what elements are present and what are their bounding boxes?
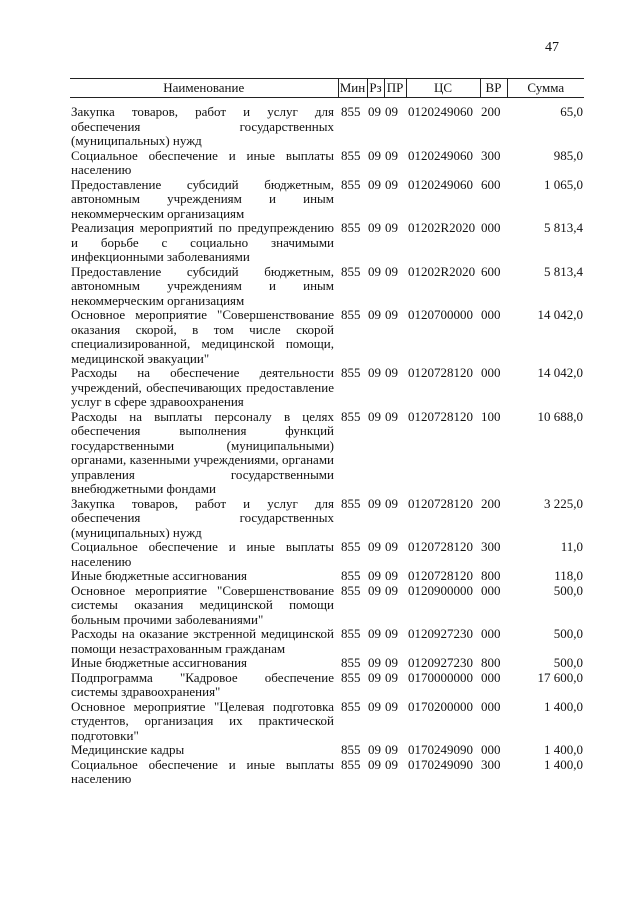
cell-vr: 000 — [481, 742, 501, 757]
cell-sum: 1 065,0 — [544, 176, 583, 192]
cell-sum: 10 688,0 — [537, 408, 583, 424]
cell-rz: 09 — [368, 263, 381, 279]
table-row — [70, 178, 584, 222]
cell-rz: 09 — [368, 756, 381, 772]
cell-name: Предоставление субсидий бюджетным, автономным учреждениям и иным некоммерческим организациям — [71, 263, 334, 308]
cell-sum: 500,0 — [553, 626, 583, 641]
cell-vr: 600 — [481, 176, 501, 192]
cell-pr: 09 — [385, 307, 398, 322]
cell-vr: 100 — [481, 408, 501, 424]
cell-cs: 0120900000 — [408, 582, 473, 598]
cell-min: 855 — [341, 568, 361, 583]
cell-vr: 800 — [481, 568, 501, 583]
cell-cs: 0120728120 — [408, 365, 473, 380]
table-row — [70, 671, 584, 700]
cell-cs: 0120249060 — [408, 176, 473, 192]
cell-vr: 300 — [481, 539, 501, 554]
cell-sum: 65,0 — [560, 104, 583, 119]
header-pr: ПР — [384, 79, 406, 98]
cell-name: Предоставление субсидий бюджетным, автономным учреждениям и иным некоммерческим организациям — [71, 176, 334, 221]
cell-sum: 5 813,4 — [544, 263, 583, 279]
cell-pr: 09 — [385, 742, 398, 757]
cell-pr: 09 — [385, 263, 398, 279]
cell-name: Реализация мероприятий по предупреждению и борьбе с социально значимыми инфекционными заболеваниями — [71, 220, 334, 264]
cell-rz: 09 — [368, 698, 381, 714]
cell-sum: 3 225,0 — [544, 495, 583, 511]
table-row — [70, 540, 584, 569]
cell-pr: 09 — [385, 365, 398, 380]
table-row — [70, 265, 584, 309]
cell-rz: 09 — [368, 408, 381, 424]
cell-vr: 800 — [481, 655, 501, 670]
cell-pr: 09 — [385, 104, 398, 119]
cell-name: Основное мероприятие "Целевая подготовка студентов, организация их практической подготовки" — [71, 698, 334, 743]
cell-cs: 0120700000 — [408, 307, 473, 322]
cell-rz: 09 — [368, 307, 381, 322]
cell-pr: 09 — [385, 582, 398, 598]
cell-vr: 000 — [481, 698, 501, 714]
budget-table — [70, 78, 584, 787]
cell-cs: 0170249090 — [408, 756, 473, 772]
cell-min: 855 — [341, 698, 361, 714]
cell-pr: 09 — [385, 655, 398, 670]
table-row — [70, 221, 584, 265]
cell-vr: 000 — [481, 669, 501, 685]
cell-cs: 0170249090 — [408, 742, 473, 757]
cell-name: Расходы на выплаты персоналу в целях обеспечения выполнения функций государственными (муниципальными) органами, казенными учреждениями, органами управления государственными внебюджетными фондами — [71, 408, 334, 496]
cell-pr: 09 — [385, 220, 398, 235]
table-row — [70, 149, 584, 178]
cell-cs: 0120927230 — [408, 655, 473, 670]
cell-vr: 200 — [481, 495, 501, 511]
cell-vr: 000 — [481, 365, 501, 380]
cell-pr: 09 — [385, 698, 398, 714]
table-row — [70, 656, 584, 671]
cell-cs: 0120728120 — [408, 568, 473, 583]
cell-vr: 300 — [481, 147, 501, 163]
cell-min: 855 — [341, 539, 361, 554]
cell-sum: 118,0 — [554, 568, 583, 583]
cell-min: 855 — [341, 147, 361, 163]
table-row — [70, 98, 584, 149]
table-row — [70, 627, 584, 656]
cell-rz: 09 — [368, 568, 381, 583]
cell-name: Социальное обеспечение и иные выплаты населению — [71, 539, 334, 569]
table-row — [70, 410, 584, 497]
table-row — [70, 366, 584, 410]
cell-sum: 14 042,0 — [537, 365, 583, 380]
cell-min: 855 — [341, 742, 361, 757]
cell-min: 855 — [341, 655, 361, 670]
cell-sum: 985,0 — [553, 147, 583, 163]
cell-sum: 1 400,0 — [544, 742, 583, 757]
cell-name: Социальное обеспечение и иные выплаты населению — [71, 147, 334, 177]
cell-name: Иные бюджетные ассигнования — [71, 568, 248, 583]
cell-vr: 000 — [481, 220, 501, 235]
cell-cs: 0120728120 — [408, 539, 473, 554]
cell-vr: 300 — [481, 756, 501, 772]
header-sum: Сумма — [507, 79, 584, 98]
cell-sum: 500,0 — [553, 655, 583, 670]
cell-pr: 09 — [385, 495, 398, 511]
cell-name: Основное мероприятие "Совершенствование оказания скорой, в том числе скорой специализированной, медицинской помощи, медицинской эвакуации" — [71, 307, 334, 366]
cell-sum: 500,0 — [553, 582, 583, 598]
table-row — [70, 700, 584, 744]
cell-name: Социальное обеспечение и иные выплаты населению — [71, 756, 334, 786]
header-name: Наименование — [70, 79, 338, 98]
cell-vr: 000 — [481, 582, 501, 598]
cell-sum: 17 600,0 — [537, 669, 583, 685]
cell-min: 855 — [341, 669, 361, 685]
cell-sum: 1 400,0 — [544, 698, 583, 714]
cell-rz: 09 — [368, 655, 381, 670]
cell-sum: 14 042,0 — [537, 307, 583, 322]
table-row — [70, 758, 584, 787]
header-min: Мин — [338, 79, 367, 98]
cell-rz: 09 — [368, 220, 381, 235]
table-row — [70, 584, 584, 628]
cell-rz: 09 — [368, 495, 381, 511]
cell-min: 855 — [341, 756, 361, 772]
cell-name: Подпрограмма "Кадровое обеспечение системы здравоохранения" — [71, 669, 334, 699]
cell-pr: 09 — [385, 539, 398, 554]
cell-rz: 09 — [368, 582, 381, 598]
cell-cs: 0120249060 — [408, 104, 473, 119]
cell-min: 855 — [341, 495, 361, 511]
cell-rz: 09 — [368, 539, 381, 554]
cell-min: 855 — [341, 176, 361, 192]
header-rz: Рз — [367, 79, 384, 98]
cell-cs: 01202R2020 — [408, 220, 476, 235]
cell-cs: 0120927230 — [408, 626, 473, 641]
table-row — [70, 569, 584, 584]
cell-cs: 0170000000 — [408, 669, 473, 685]
cell-cs: 0120249060 — [408, 147, 473, 163]
cell-vr: 000 — [481, 626, 501, 641]
cell-name: Расходы на оказание экстренной медицинской помощи незастрахованным гражданам — [71, 626, 334, 656]
cell-cs: 01202R2020 — [408, 263, 476, 279]
page-number: 47 — [545, 40, 559, 55]
cell-rz: 09 — [368, 742, 381, 757]
cell-cs: 0120728120 — [408, 408, 473, 424]
cell-pr: 09 — [385, 669, 398, 685]
cell-name: Закупка товаров, работ и услуг для обеспечения государственных (муниципальных) нужд — [71, 495, 334, 540]
cell-min: 855 — [341, 365, 361, 380]
cell-rz: 09 — [368, 669, 381, 685]
cell-sum: 11,0 — [560, 539, 583, 554]
cell-min: 855 — [341, 307, 361, 322]
table-row — [70, 497, 584, 541]
header-cs: ЦС — [406, 79, 480, 98]
cell-sum: 5 813,4 — [544, 220, 583, 235]
cell-min: 855 — [341, 582, 361, 598]
cell-pr: 09 — [385, 176, 398, 192]
cell-min: 855 — [341, 263, 361, 279]
cell-rz: 09 — [368, 365, 381, 380]
cell-pr: 09 — [385, 756, 398, 772]
cell-pr: 09 — [385, 568, 398, 583]
cell-min: 855 — [341, 104, 361, 119]
cell-min: 855 — [341, 626, 361, 641]
cell-vr: 000 — [481, 307, 501, 322]
cell-vr: 600 — [481, 263, 501, 279]
cell-cs: 0170200000 — [408, 698, 473, 714]
header-vr: ВР — [480, 79, 507, 98]
cell-cs: 0120728120 — [408, 495, 473, 511]
cell-pr: 09 — [385, 147, 398, 163]
table-header — [70, 79, 584, 98]
cell-name: Закупка товаров, работ и услуг для обеспечения государственных (муниципальных) нужд — [71, 104, 334, 148]
cell-min: 855 — [341, 408, 361, 424]
cell-rz: 09 — [368, 104, 381, 119]
cell-name: Расходы на обеспечение деятельности учреждений, обеспечивающих предоставление услуг в сфере здравоохранения — [71, 365, 334, 409]
cell-min: 855 — [341, 220, 361, 235]
cell-pr: 09 — [385, 408, 398, 424]
cell-rz: 09 — [368, 147, 381, 163]
table-row — [70, 308, 584, 366]
table-body — [70, 98, 584, 787]
cell-rz: 09 — [368, 176, 381, 192]
cell-pr: 09 — [385, 626, 398, 641]
cell-name: Иные бюджетные ассигнования — [71, 655, 248, 670]
cell-name: Медицинские кадры — [71, 742, 185, 757]
cell-name: Основное мероприятие "Совершенствование системы оказания медицинской помощи больным прочими заболеваниями" — [71, 582, 334, 627]
cell-rz: 09 — [368, 626, 381, 641]
cell-sum: 1 400,0 — [544, 756, 583, 772]
cell-vr: 200 — [481, 104, 501, 119]
table-row — [70, 743, 584, 758]
